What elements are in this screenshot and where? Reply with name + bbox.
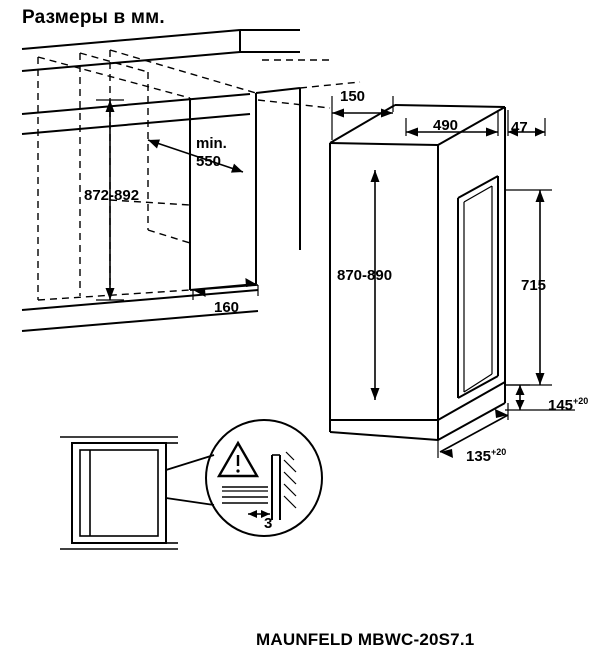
brand-model-label: MAUNFELD MBWC-20S7.1 bbox=[256, 630, 475, 649]
label-niche-min: min. bbox=[196, 135, 227, 152]
label-niche-min-value: 550 bbox=[196, 153, 222, 170]
label-top-offset: 150 bbox=[340, 88, 366, 105]
label-hinge: 47 bbox=[511, 119, 528, 136]
label-width: 490 bbox=[433, 117, 459, 134]
label-gap: 3 bbox=[264, 515, 273, 532]
label-niche-height: 872-892 bbox=[84, 187, 140, 204]
label-niche-depth: 160 bbox=[214, 299, 240, 316]
label-body-height: 870-890 bbox=[337, 267, 393, 284]
label-door-height: 715 bbox=[521, 277, 547, 294]
label-plinth-height: $145^{+20}$ bbox=[548, 396, 589, 414]
label-plinth-depth: $135^{+20}$ bbox=[466, 447, 507, 465]
page-title: Размеры в мм. bbox=[22, 7, 165, 28]
